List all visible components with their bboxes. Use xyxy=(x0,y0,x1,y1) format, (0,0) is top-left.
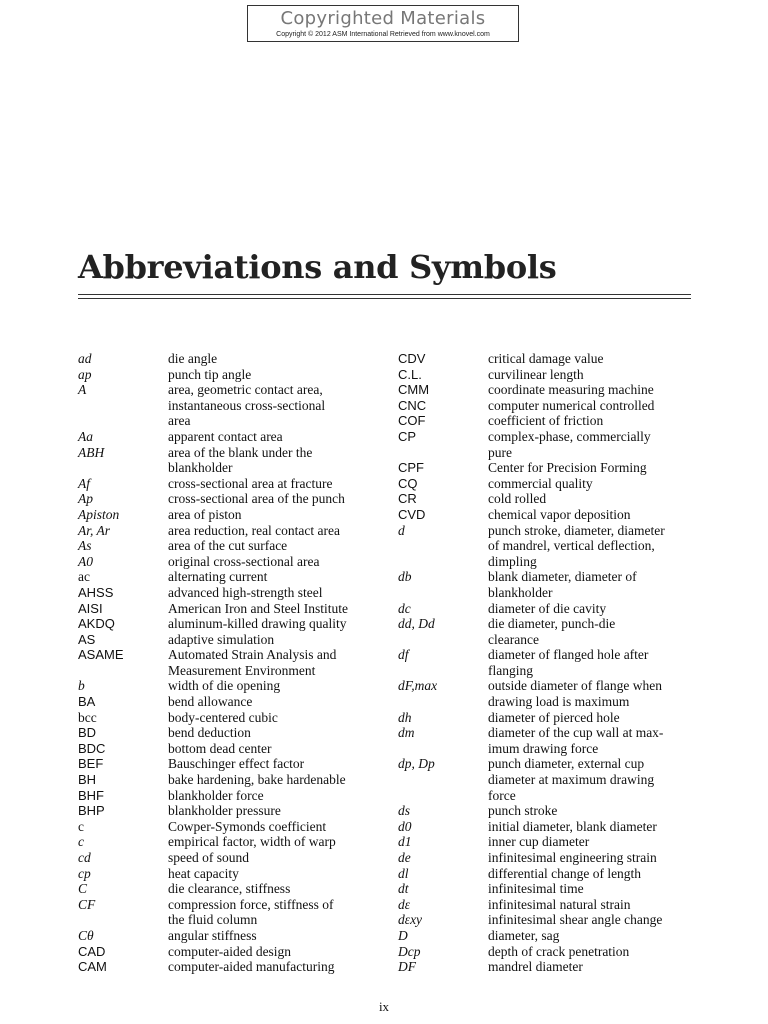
definition-line: infinitesimal shear angle change xyxy=(488,912,663,928)
definition-line: area of the blank under the xyxy=(168,444,313,460)
glossary-term: dl xyxy=(398,865,409,881)
definition-line: bend deduction xyxy=(168,725,251,741)
definition-line: commercial quality xyxy=(488,475,593,491)
glossary-entry xyxy=(78,351,378,367)
glossary-definition xyxy=(168,866,378,882)
glossary-entry xyxy=(78,507,378,523)
definition-line: force xyxy=(488,787,516,803)
glossary-term: BHP xyxy=(78,803,105,819)
glossary-entry xyxy=(398,897,698,913)
glossary-entry xyxy=(398,866,698,882)
glossary-entry xyxy=(78,819,378,835)
glossary-term: BH xyxy=(78,772,97,788)
definition-line: dimpling xyxy=(488,553,537,569)
glossary-entry xyxy=(398,569,698,600)
definition-line: infinitesimal time xyxy=(488,881,584,897)
glossary-definition xyxy=(168,959,378,975)
glossary-definition xyxy=(168,803,378,819)
glossary-term: ABH xyxy=(78,444,105,460)
definition-line: pure xyxy=(488,444,512,460)
definition-line: body-centered cubic xyxy=(168,709,278,725)
glossary-entry xyxy=(398,398,698,414)
glossary-term: Cθ xyxy=(78,927,94,943)
definition-line: adaptive simulation xyxy=(168,631,275,647)
definition-line: area of the cut surface xyxy=(168,538,288,554)
glossary-entry xyxy=(78,616,378,632)
definition-line: die clearance, stiffness xyxy=(168,881,291,897)
glossary-term: dF,max xyxy=(398,678,438,694)
glossary-entry xyxy=(398,429,698,460)
glossary-definition xyxy=(488,398,698,414)
glossary-definition xyxy=(168,538,378,554)
glossary-definition xyxy=(168,491,378,507)
title-rule-bottom xyxy=(78,298,691,299)
glossary-entry xyxy=(78,710,378,726)
glossary-term: cp xyxy=(78,865,91,881)
glossary-term: D xyxy=(398,927,408,943)
glossary-definition xyxy=(168,741,378,757)
glossary-entry xyxy=(398,523,698,570)
glossary-entry xyxy=(398,803,698,819)
definition-line: computer-aided manufacturing xyxy=(168,959,335,975)
glossary-definition xyxy=(488,803,698,819)
glossary-entry xyxy=(78,866,378,882)
definition-line: diameter at maximum drawing xyxy=(488,772,655,788)
definition-line: blankholder pressure xyxy=(168,803,281,819)
glossary-term: Af xyxy=(78,475,90,491)
definition-line: empirical factor, width of warp xyxy=(168,834,336,850)
definition-line: Center for Precision Forming xyxy=(488,460,647,476)
glossary-entry xyxy=(78,491,378,507)
copyright-banner xyxy=(247,5,519,42)
glossary-entry xyxy=(78,678,378,694)
glossary-definition xyxy=(168,819,378,835)
glossary-term: As xyxy=(78,538,92,554)
definition-line: computer numerical controlled xyxy=(488,397,655,413)
glossary-entry xyxy=(398,834,698,850)
glossary-definition xyxy=(488,710,698,726)
glossary-entry xyxy=(78,725,378,741)
glossary-term: BHF xyxy=(78,787,104,803)
definition-line: area of piston xyxy=(168,506,242,522)
glossary-definition xyxy=(168,382,378,429)
glossary-definition xyxy=(488,756,698,803)
glossary-definition xyxy=(488,928,698,944)
glossary-term: DF xyxy=(398,959,416,975)
glossary-definition xyxy=(168,678,378,694)
definition-line: punch tip angle xyxy=(168,366,252,382)
definition-line: differential change of length xyxy=(488,865,642,881)
definition-line: area xyxy=(168,413,191,429)
glossary-term: CMM xyxy=(398,382,430,398)
glossary-entry xyxy=(398,678,698,709)
glossary-definition xyxy=(168,507,378,523)
definition-line: punch diameter, external cup xyxy=(488,756,645,772)
glossary-definition xyxy=(488,351,698,367)
glossary-term: ds xyxy=(398,803,411,819)
glossary-entry xyxy=(78,772,378,788)
glossary-entry xyxy=(78,632,378,648)
glossary-definition xyxy=(488,413,698,429)
definition-line: blankholder force xyxy=(168,787,264,803)
left-glossary-column xyxy=(78,351,378,975)
glossary-term: ad xyxy=(78,351,92,366)
glossary-term: C.L. xyxy=(398,366,422,382)
glossary-definition xyxy=(488,616,698,647)
glossary-term: CDV xyxy=(398,351,426,366)
definition-line: diameter of the cup wall at max- xyxy=(488,725,664,741)
definition-line: mandrel diameter xyxy=(488,959,583,975)
glossary-entry xyxy=(78,788,378,804)
glossary-definition xyxy=(168,897,378,928)
glossary-term: CAM xyxy=(78,959,107,975)
page-number: ix xyxy=(378,999,390,1014)
title-rule-top xyxy=(78,294,691,295)
glossary-definition xyxy=(488,429,698,460)
definition-line: angular stiffness xyxy=(168,927,257,943)
glossary-entry xyxy=(398,460,698,476)
glossary-entry xyxy=(78,476,378,492)
definition-line: diameter of pierced hole xyxy=(488,709,620,725)
glossary-definition xyxy=(168,569,378,585)
glossary-entry xyxy=(78,429,378,445)
definition-line: inner cup diameter xyxy=(488,834,590,850)
definition-line: chemical vapor deposition xyxy=(488,506,631,522)
glossary-entry xyxy=(78,445,378,476)
definition-line: blankholder xyxy=(168,460,233,476)
glossary-entry xyxy=(78,881,378,897)
glossary-term: db xyxy=(398,569,412,585)
glossary-term: bcc xyxy=(78,709,97,725)
glossary-entry xyxy=(398,725,698,756)
definition-line: critical damage value xyxy=(488,351,604,366)
glossary-term: d xyxy=(398,522,405,538)
glossary-term: de xyxy=(398,850,411,865)
glossary-entry xyxy=(78,850,378,866)
definition-line: diameter of die cavity xyxy=(488,600,607,616)
definition-line: blank diameter, diameter of xyxy=(488,569,637,585)
glossary-definition xyxy=(488,678,698,709)
definition-line: instantaneous cross-sectional xyxy=(168,397,326,413)
glossary-definition xyxy=(168,756,378,772)
glossary-term: CAD xyxy=(78,943,106,959)
glossary-term: Ap xyxy=(78,491,93,507)
glossary-term: CP xyxy=(398,428,417,444)
glossary-definition xyxy=(488,569,698,600)
definition-line: the fluid column xyxy=(168,912,258,928)
glossary-definition xyxy=(488,601,698,617)
glossary-definition xyxy=(168,944,378,960)
definition-line: infinitesimal natural strain xyxy=(488,896,631,912)
definition-line: original cross-sectional area xyxy=(168,553,320,569)
glossary-term: BA xyxy=(78,694,96,710)
glossary-entry xyxy=(78,569,378,585)
definition-line: Automated Strain Analysis and xyxy=(168,647,337,663)
glossary-definition xyxy=(488,382,698,398)
definition-line: Bauschinger effect factor xyxy=(168,756,305,772)
glossary-term: C xyxy=(78,881,88,897)
definition-line: blankholder xyxy=(488,584,553,600)
glossary-term: Ar, Ar xyxy=(78,522,111,538)
glossary-definition xyxy=(168,850,378,866)
definition-line: punch stroke, diameter, diameter xyxy=(488,522,665,538)
glossary-definition xyxy=(168,647,378,678)
glossary-definition xyxy=(168,585,378,601)
glossary-term: dε xyxy=(398,896,411,912)
glossary-term: d1 xyxy=(398,834,412,850)
glossary-definition xyxy=(488,912,698,928)
glossary-term: BD xyxy=(78,725,97,741)
glossary-entry xyxy=(398,491,698,507)
glossary-entry xyxy=(78,601,378,617)
glossary-term: ap xyxy=(78,366,92,382)
definition-line: die angle xyxy=(168,351,218,366)
glossary-entry xyxy=(398,850,698,866)
glossary-entry xyxy=(398,881,698,897)
glossary-term: COF xyxy=(398,413,426,429)
glossary-definition xyxy=(168,429,378,445)
glossary-term: BDC xyxy=(78,740,106,756)
glossary-entry xyxy=(398,601,698,617)
definition-line: compression force, stiffness of xyxy=(168,896,334,912)
glossary-entry xyxy=(78,928,378,944)
glossary-definition xyxy=(488,834,698,850)
glossary-definition xyxy=(168,725,378,741)
glossary-entry xyxy=(398,616,698,647)
definition-line: coordinate measuring machine xyxy=(488,382,654,398)
glossary-term: AISI xyxy=(78,600,103,616)
glossary-term: c xyxy=(78,818,84,834)
glossary-definition xyxy=(488,647,698,678)
glossary-term: Apiston xyxy=(78,506,120,522)
glossary-entry xyxy=(398,928,698,944)
glossary-entry xyxy=(78,585,378,601)
glossary-definition xyxy=(168,928,378,944)
definition-line: bottom dead center xyxy=(168,740,272,756)
glossary-term: ASAME xyxy=(78,647,124,663)
glossary-term: dd, Dd xyxy=(398,616,435,632)
glossary-entry xyxy=(78,944,378,960)
glossary-entry xyxy=(78,538,378,554)
definition-line: cross-sectional area of the punch xyxy=(168,491,345,507)
definition-line: aluminum-killed drawing quality xyxy=(168,616,347,632)
page-title: Abbreviations and Symbols xyxy=(78,248,557,286)
banner-title: Copyrighted Materials xyxy=(280,8,486,29)
definition-line: Cowper-Symonds coefficient xyxy=(168,818,327,834)
definition-line: diameter, sag xyxy=(488,927,560,943)
glossary-term: AKDQ xyxy=(78,616,115,632)
glossary-definition xyxy=(488,460,698,476)
glossary-entry xyxy=(78,959,378,975)
glossary-term: b xyxy=(78,678,85,694)
glossary-definition xyxy=(168,772,378,788)
definition-line: clearance xyxy=(488,631,539,647)
glossary-definition xyxy=(168,694,378,710)
glossary-definition xyxy=(488,725,698,756)
definition-line: area, geometric contact area, xyxy=(168,382,323,398)
glossary-entry xyxy=(398,756,698,803)
definition-line: apparent contact area xyxy=(168,428,283,444)
glossary-definition xyxy=(488,491,698,507)
definition-line: flanging xyxy=(488,662,533,678)
definition-line: American Iron and Steel Institute xyxy=(168,600,348,616)
glossary-definition xyxy=(168,367,378,383)
glossary-term: d0 xyxy=(398,818,412,834)
definition-line: bake hardening, bake hardenable xyxy=(168,772,346,788)
definition-line: bend allowance xyxy=(168,694,253,710)
glossary-term: CPF xyxy=(398,460,424,476)
glossary-term: A0 xyxy=(78,553,93,569)
definition-line: coefficient of friction xyxy=(488,413,604,429)
glossary-term: AS xyxy=(78,631,96,647)
glossary-definition xyxy=(168,632,378,648)
glossary-term: dp, Dp xyxy=(398,756,435,772)
definition-line: Measurement Environment xyxy=(168,662,316,678)
glossary-term: CVD xyxy=(398,506,426,522)
definition-line: cross-sectional area at fracture xyxy=(168,475,333,491)
glossary-term: CF xyxy=(78,896,96,912)
definition-line: area reduction, real contact area xyxy=(168,522,341,538)
glossary-definition xyxy=(488,944,698,960)
glossary-entry xyxy=(78,756,378,772)
glossary-definition xyxy=(168,554,378,570)
glossary-entry xyxy=(398,819,698,835)
glossary-term: cd xyxy=(78,850,91,865)
definition-line: outside diameter of flange when xyxy=(488,678,662,694)
definition-line: depth of crack penetration xyxy=(488,943,630,959)
glossary-definition xyxy=(488,897,698,913)
glossary-definition xyxy=(488,367,698,383)
glossary-entry xyxy=(78,803,378,819)
glossary-term: Aa xyxy=(78,428,93,444)
glossary-entry xyxy=(398,647,698,678)
definition-line: speed of sound xyxy=(168,850,249,865)
glossary-entry xyxy=(398,476,698,492)
definition-line: heat capacity xyxy=(168,865,239,881)
definition-line: advanced high-strength steel xyxy=(168,584,323,600)
glossary-entry xyxy=(78,834,378,850)
glossary-entry xyxy=(78,554,378,570)
glossary-term: CR xyxy=(398,491,417,507)
glossary-definition xyxy=(168,601,378,617)
definition-line: initial diameter, blank diameter xyxy=(488,818,657,834)
glossary-entry xyxy=(78,382,378,429)
glossary-term: CQ xyxy=(398,475,418,491)
glossary-definition xyxy=(168,710,378,726)
glossary-definition xyxy=(168,445,378,476)
glossary-definition xyxy=(488,866,698,882)
glossary-entry xyxy=(78,694,378,710)
definition-line: complex-phase, commercially xyxy=(488,428,651,444)
glossary-term: BEF xyxy=(78,756,104,772)
glossary-entry xyxy=(78,647,378,678)
glossary-definition xyxy=(168,476,378,492)
definition-line: alternating current xyxy=(168,569,268,585)
definition-line: drawing load is maximum xyxy=(488,694,630,710)
glossary-term: dc xyxy=(398,600,411,616)
glossary-term: Dcp xyxy=(398,943,421,959)
glossary-definition xyxy=(488,850,698,866)
glossary-definition xyxy=(168,351,378,367)
glossary-term: dt xyxy=(398,881,409,897)
right-glossary-column xyxy=(398,351,698,975)
banner-subtitle: Copyright © 2012 ASM International Retrieved from www.knovel.com xyxy=(276,31,490,38)
glossary-entry xyxy=(398,382,698,398)
glossary-definition xyxy=(488,523,698,570)
glossary-definition xyxy=(168,788,378,804)
glossary-definition xyxy=(168,834,378,850)
glossary-entry xyxy=(398,959,698,975)
definition-line: infinitesimal engineering strain xyxy=(488,850,657,865)
glossary-term: A xyxy=(78,382,87,398)
glossary-term: ac xyxy=(78,569,90,585)
glossary-entry xyxy=(398,710,698,726)
definition-line: cold rolled xyxy=(488,491,547,507)
glossary-entry xyxy=(398,413,698,429)
glossary-definition xyxy=(168,881,378,897)
glossary-term: dεxy xyxy=(398,912,423,928)
glossary-definition xyxy=(488,881,698,897)
definition-line: diameter of flanged hole after xyxy=(488,647,649,663)
definition-line: punch stroke xyxy=(488,803,558,819)
glossary-definition xyxy=(168,523,378,539)
glossary-term: c xyxy=(78,834,84,850)
glossary-definition xyxy=(168,616,378,632)
glossary-entry xyxy=(78,741,378,757)
definition-line: curvilinear length xyxy=(488,366,584,382)
definition-line: computer-aided design xyxy=(168,943,292,959)
glossary-term: AHSS xyxy=(78,584,114,600)
glossary-term: df xyxy=(398,647,409,663)
definition-line: die diameter, punch-die xyxy=(488,616,616,632)
glossary-entry xyxy=(398,351,698,367)
glossary-entry xyxy=(398,367,698,383)
glossary-entry xyxy=(398,912,698,928)
glossary-entry xyxy=(78,367,378,383)
glossary-definition xyxy=(488,959,698,975)
glossary-term: dh xyxy=(398,709,412,725)
glossary-entry xyxy=(78,897,378,928)
definition-line: width of die opening xyxy=(168,678,281,694)
glossary-entry xyxy=(398,944,698,960)
glossary-entry xyxy=(398,507,698,523)
definition-line: of mandrel, vertical deflection, xyxy=(488,538,655,554)
glossary-entry xyxy=(78,523,378,539)
glossary-definition xyxy=(488,507,698,523)
glossary-term: dm xyxy=(398,725,415,741)
glossary-definition xyxy=(488,476,698,492)
glossary-term: CNC xyxy=(398,397,427,413)
definition-line: imum drawing force xyxy=(488,740,599,756)
glossary-definition xyxy=(488,819,698,835)
